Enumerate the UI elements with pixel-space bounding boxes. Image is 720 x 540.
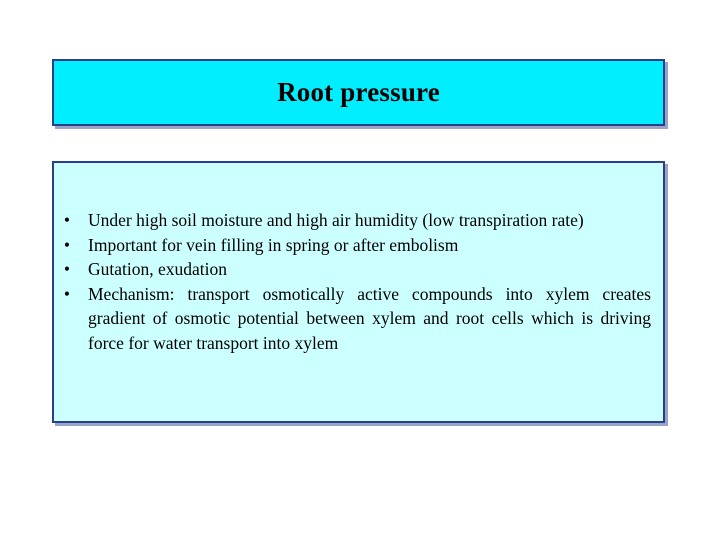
bullet-item: [54, 282, 663, 356]
bullet-icon: •: [63, 259, 71, 279]
bullet-text: Mechanism: transport osmotically active compounds into xylem creates gradient of osmotic potential between xylem and root cells which is driving force for water transport into xylem: [88, 283, 651, 353]
title-box: [52, 59, 665, 126]
content-box: [52, 161, 665, 423]
bullet-item: [54, 257, 663, 282]
bullet-item: [54, 233, 663, 258]
bullet-icon: •: [63, 210, 71, 230]
bullet-text: Under high soil moisture and high air humidity (low transpiration rate): [88, 210, 584, 230]
slide-title: Root pressure: [277, 77, 440, 107]
bullet-list: [54, 208, 663, 355]
bullet-icon: •: [63, 234, 71, 255]
bullet-icon: •: [63, 283, 71, 304]
bullet-item: [54, 208, 663, 233]
bullet-text: Gutation, exudation: [88, 259, 228, 279]
bullet-text: Important for vein filling in spring or after embolism: [88, 234, 459, 255]
